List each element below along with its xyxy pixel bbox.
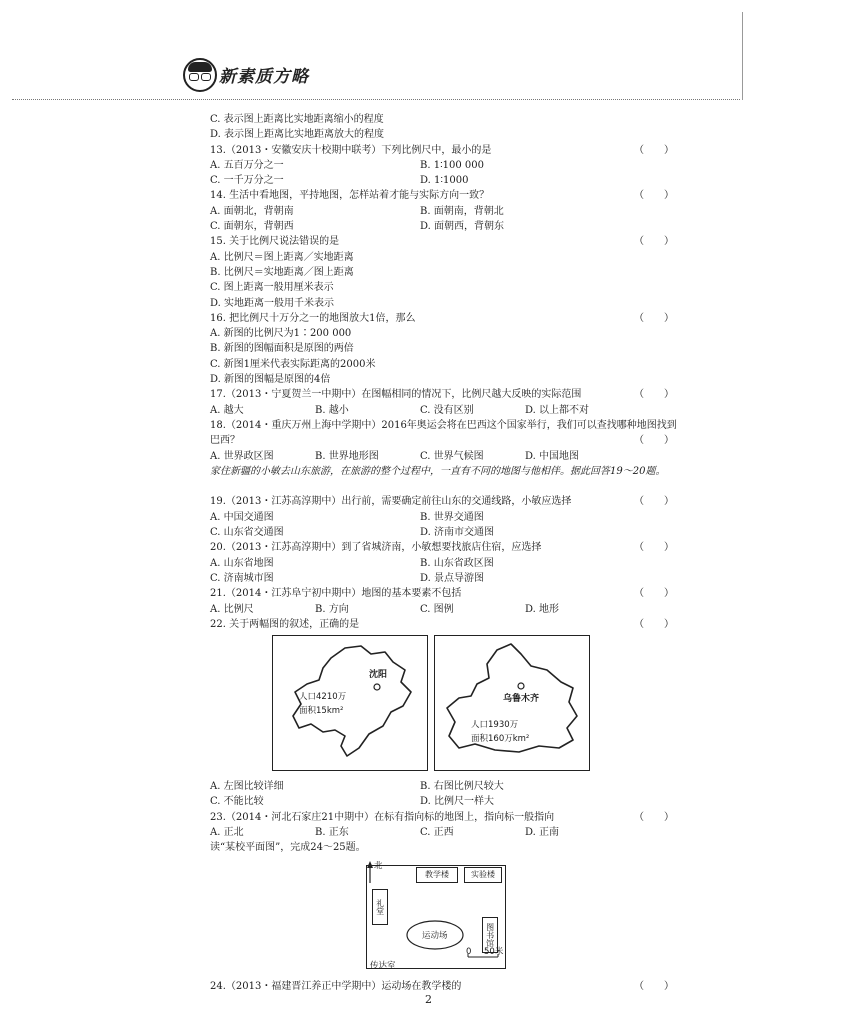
area-label: 面积160万km² <box>471 734 530 745</box>
options-20-row1: A. 山东省地图 B. 山东省政区图 <box>210 557 494 569</box>
answer-blank[interactable]: （ ） <box>634 980 674 992</box>
north-label: 北 <box>374 860 383 871</box>
question-24: 24.（2013・福建晋江养正中学期中）运动场在教学楼的 （ ） <box>210 979 680 994</box>
xinjiang-map <box>434 635 590 771</box>
answer-blank[interactable]: （ ） <box>634 618 674 630</box>
options-13-row2: C. 一千万分之一 D. 1∶1000 <box>210 175 469 187</box>
teaching-building: 教学楼 <box>416 867 458 883</box>
options-18: A. 世界政区图 B. 世界地形图 C. 世界气候图 D. 中国地图 <box>210 450 580 462</box>
liaoning-map <box>272 635 428 771</box>
options-14-row1: A. 面朝北，背朝南 B. 面朝南，背朝北 <box>210 205 504 217</box>
options-20-row2: C. 济南城市图 D. 景点导游图 <box>210 572 485 584</box>
answer-blank[interactable]: （ ） <box>634 144 674 156</box>
sports-field: 运动场 <box>422 930 448 941</box>
population-label: 人口1930万 <box>471 720 519 731</box>
library: 图书馆 <box>482 917 498 953</box>
question-16: 16. 把比例尺十万分之一的地图放大1倍，那么 （ ） <box>210 311 680 326</box>
option-line: D. 表示图上距离比实地距离放大的程度 <box>210 129 385 141</box>
options-23: A. 正北 B. 正东 C. 正西 D. 正南 <box>210 826 560 838</box>
school-plan-figure <box>360 859 510 977</box>
scale-length: 50米 <box>484 946 504 957</box>
brand-name: 新素质方略 <box>219 67 309 87</box>
answer-blank[interactable]: （ ） <box>634 588 674 600</box>
option-line: D. 新图的图幅是原图的4倍 <box>210 374 331 386</box>
question-13: 13.（2013・安徽安庆十校期中联考）下列比例尺中，最小的是 （ ） <box>210 143 680 158</box>
answer-blank[interactable]: （ ） <box>634 811 674 823</box>
lab-building: 实验楼 <box>464 867 502 883</box>
question-list <box>210 112 680 994</box>
question-14: 14. 生活中看地图，平持地图，怎样站着才能与实际方向一致？ （ ） <box>210 188 680 203</box>
question-19: 19.（2013・江苏高淳期中）出行前，需要确定前往山东的交通线路，小敏应选择 （ ） <box>210 494 680 509</box>
answer-blank[interactable]: （ ） <box>634 496 674 508</box>
option-line: C. 表示图上距离比实地距离缩小的程度 <box>210 114 384 125</box>
options-22-row1: A. 左图比较详细 B. 右图比例尺较大 <box>210 781 504 793</box>
answer-blank[interactable]: （ ） <box>634 542 674 554</box>
gatehouse: 传达室 <box>370 960 396 971</box>
question-15: 15. 关于比例尺说法错误的是 （ ） <box>210 234 680 249</box>
intro-24-25: 读“某校平面图”，完成24～25题。 <box>210 842 366 854</box>
question-18: 18.（2014・重庆万州上海中学期中）2016年奥运会将在巴西这个国家举行，我们可以查找哪种地图找到巴西？ （ ） <box>186 418 680 449</box>
header-vertical-rule <box>742 12 743 100</box>
liaoning-outline <box>273 636 427 770</box>
options-13-row1: A. 五百万分之一 B. 1∶100 000 <box>210 159 485 171</box>
city-label: 乌鲁木齐 <box>503 694 540 705</box>
city-label: 沈阳 <box>369 670 388 681</box>
option-line: C. 新图1厘米代表实际距离的2000米 <box>210 358 376 370</box>
option-line: D. 实地距离一般用千米表示 <box>210 297 335 309</box>
question-23: 23.（2014・河北石家庄21中期中）在标有指向标的地图上，指向标一般指向 （ ） <box>210 810 680 825</box>
option-line: B. 比例尺＝实地距离／图上距离 <box>210 266 354 278</box>
question-21: 21.（2014・江苏阜宁初中期中）地图的基本要素不包括 （ ） <box>210 586 680 601</box>
question-17: 17.（2013・宁夏贺兰一中期中）在图幅相同的情况下，比例尺越大反映的实际范围 （ ） <box>210 387 680 402</box>
options-19-row2: C. 山东省交通图 D. 济南市交通图 <box>210 527 495 539</box>
header-rule <box>12 99 740 100</box>
answer-blank[interactable]: （ ） <box>634 312 674 324</box>
options-21: A. 比例尺 B. 方向 C. 图例 D. 地形 <box>210 603 560 615</box>
answer-blank[interactable]: （ ） <box>634 236 674 248</box>
auditorium: 礼堂 <box>372 889 388 925</box>
area-label: 面积15km² <box>299 706 344 717</box>
options-19-row1: A. 中国交通图 B. 世界交通图 <box>210 511 484 523</box>
intro-19-20: 家住新疆的小敏去山东旅游，在旅游的整个过程中，一直有不同的地图与他相伴。据此回答19～20题。 <box>210 465 666 477</box>
options-14-row2: C. 面朝东，背朝西 D. 面朝西，背朝东 <box>210 221 505 233</box>
scale-zero: 0 <box>466 946 472 957</box>
options-17: A. 越大 B. 越小 C. 没有区别 D. 以上都不对 <box>210 404 590 416</box>
options-22-row2: C. 不能比较 D. 比例尺一样大 <box>210 796 495 808</box>
option-line: B. 新图的图幅面积是原图的两倍 <box>210 343 354 355</box>
map-figures <box>210 635 680 775</box>
question-20: 20.（2013・江苏高淳期中）到了省城济南，小敏想要找旅店住宿，应选择 （ ） <box>210 540 680 555</box>
page-number: 2 <box>425 993 432 1006</box>
brand-logo <box>183 58 333 92</box>
option-line: C. 图上距离一般用厘米表示 <box>210 282 334 294</box>
question-22: 22. 关于两幅图的叙述，正确的是 （ ） <box>210 617 680 632</box>
cartoon-face-icon <box>183 58 217 92</box>
answer-blank[interactable]: （ ） <box>634 190 674 202</box>
option-line: A. 新图的比例尺为1∶200 000 <box>210 328 352 340</box>
answer-blank[interactable]: （ ） <box>634 435 674 447</box>
option-line: A. 比例尺＝图上距离／实地距离 <box>210 251 354 263</box>
answer-blank[interactable]: （ ） <box>634 389 674 401</box>
population-label: 人口4210万 <box>299 692 347 703</box>
